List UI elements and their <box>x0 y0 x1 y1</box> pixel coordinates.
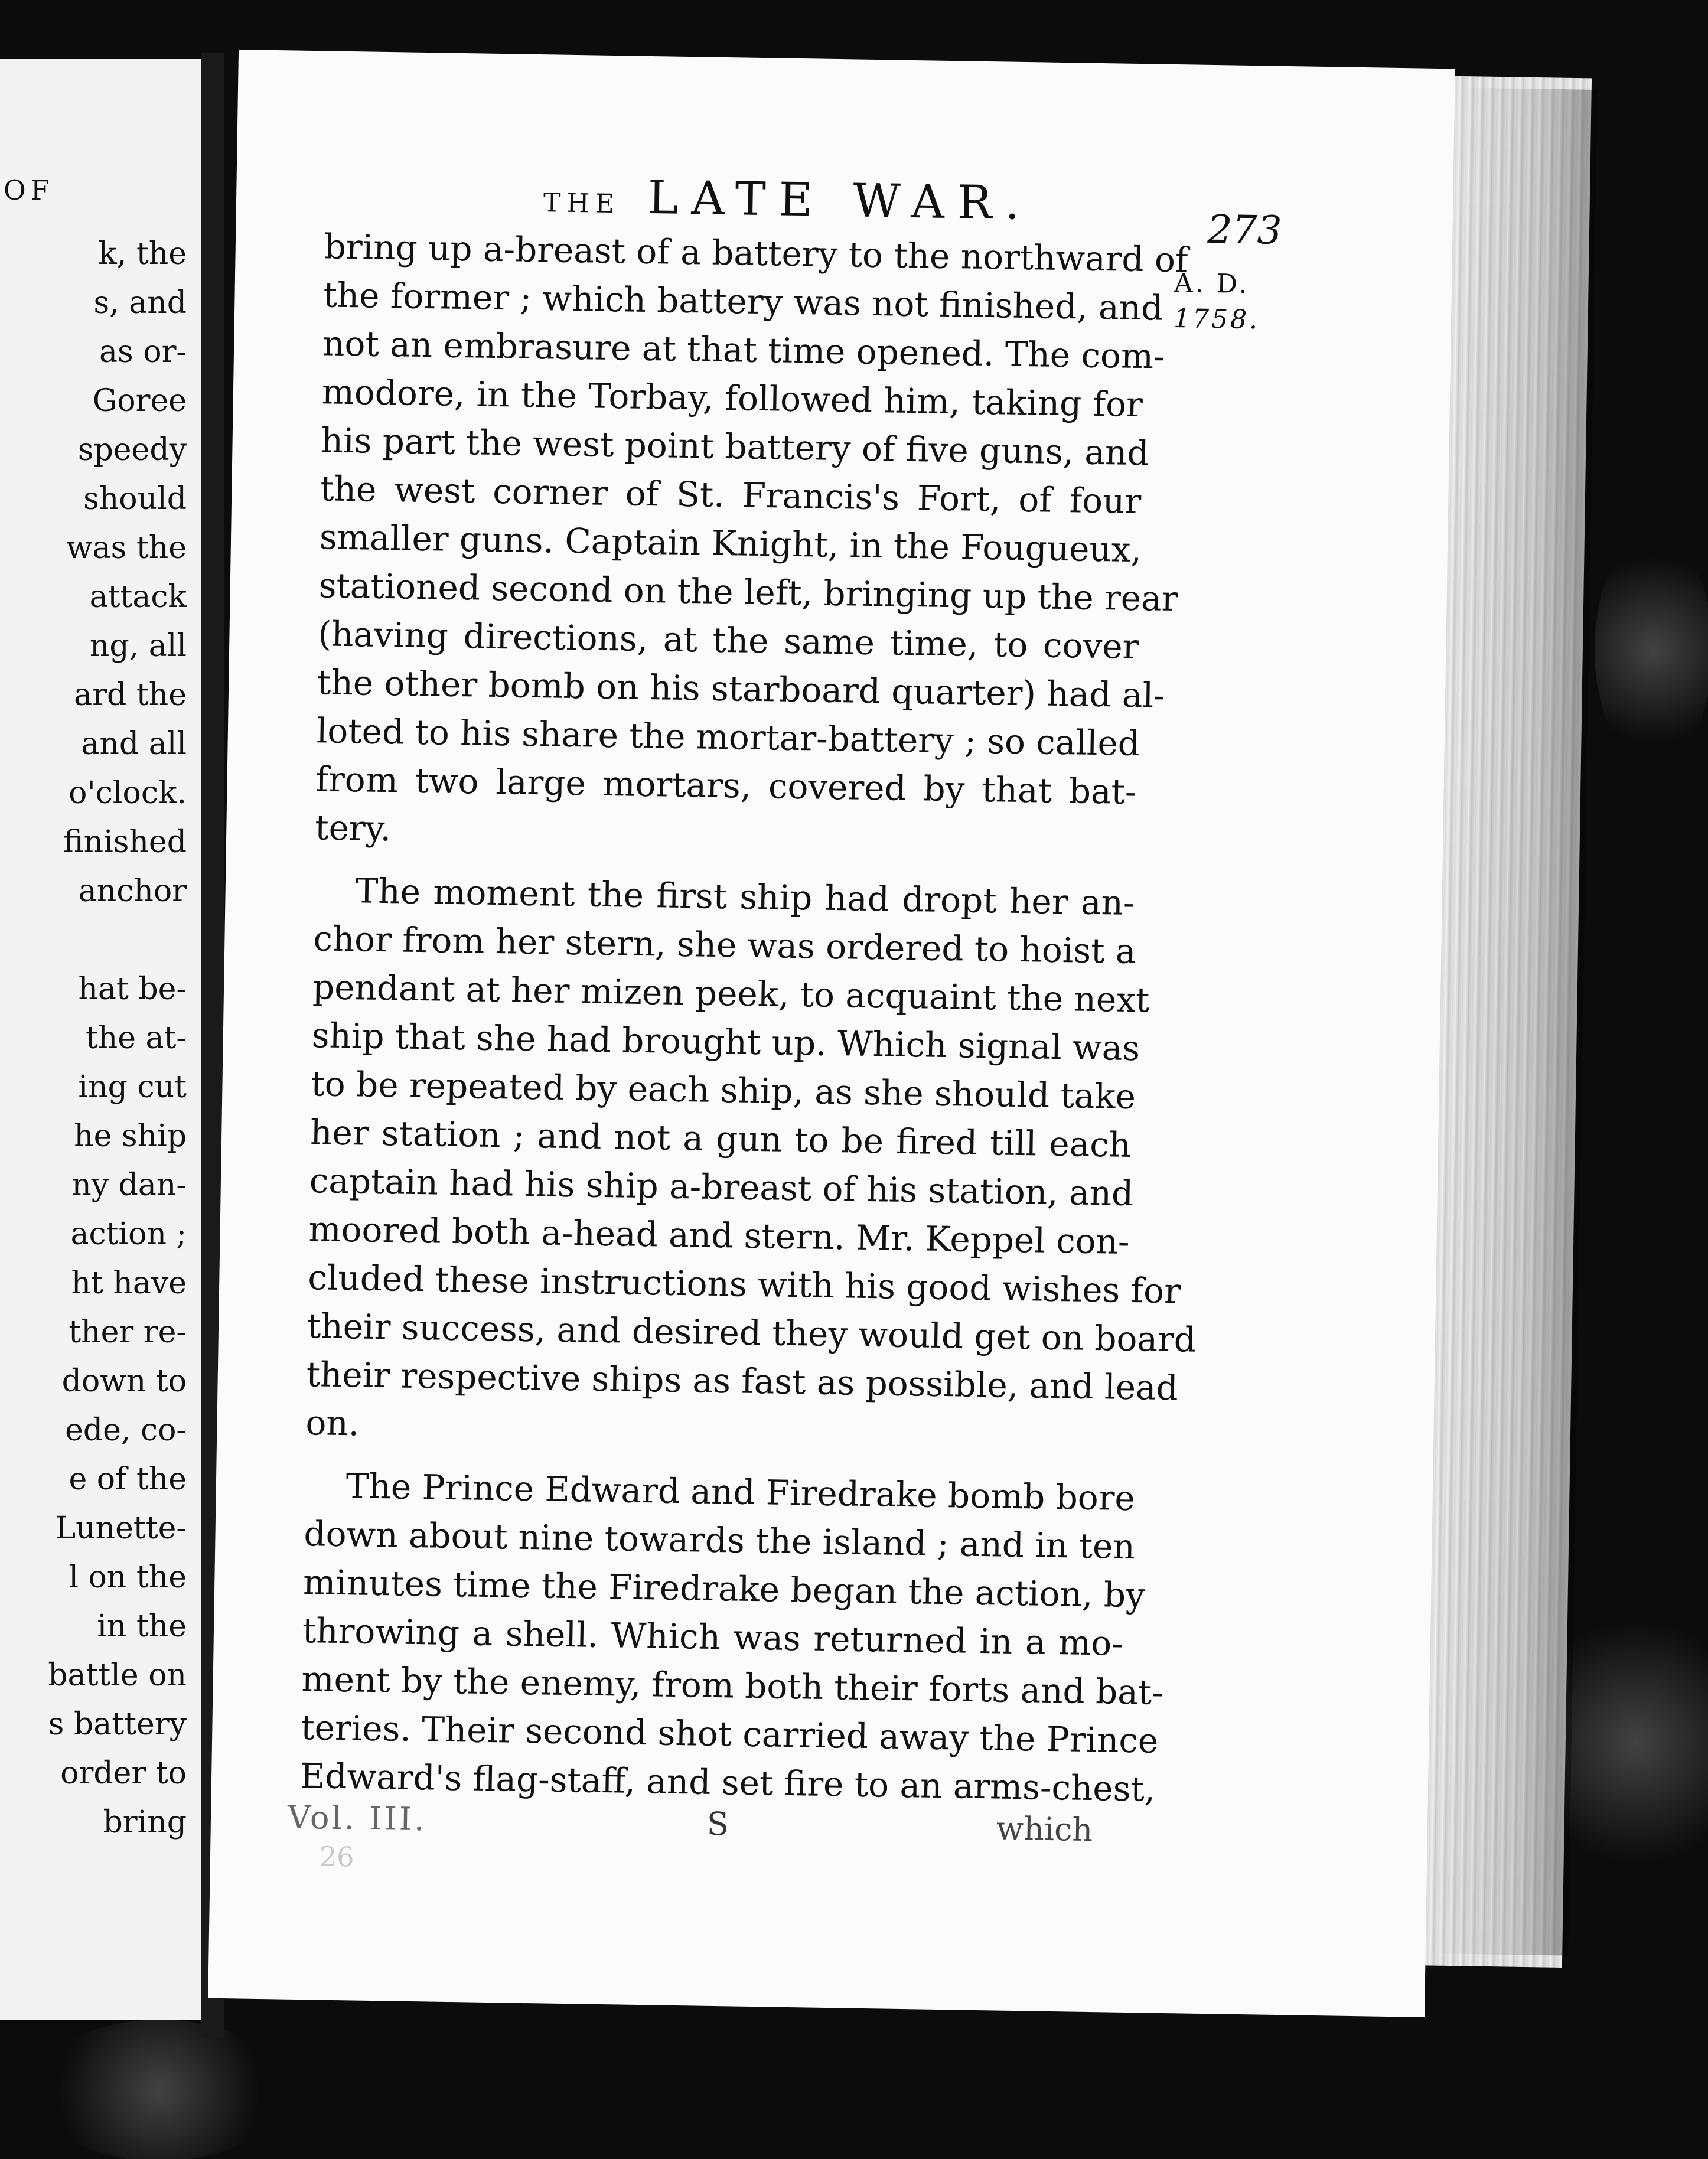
text-line: the former ; which battery was not finished, and <box>323 275 1163 328</box>
text-line: ment by the enemy, from both their forts and bat- <box>301 1659 1164 1713</box>
text-line: their success, and desired they would get on board <box>307 1306 1197 1360</box>
text-line: chor from her stern, she was ordered to hoist a <box>312 918 1137 972</box>
main-page <box>208 50 1455 2017</box>
left-page-line: ard the <box>74 677 187 713</box>
volume-label: Vol. III. <box>287 1798 427 1838</box>
left-page-line: o'clock. <box>69 775 187 811</box>
left-page-line: l on the <box>69 1560 187 1595</box>
text-line: loted to his share the mortar-battery ; so called <box>316 710 1140 764</box>
left-page-line: and all <box>81 726 187 762</box>
paragraph <box>314 222 1188 865</box>
text-line: smaller guns. Captain Knight, in the Fougueux, <box>319 517 1142 570</box>
left-page-line: ny dan- <box>71 1167 187 1203</box>
left-page-line: bring <box>103 1805 187 1840</box>
left-page-line: e of the <box>69 1462 187 1497</box>
text-line: on. <box>305 1403 360 1444</box>
text-line: teries. Their second shot carried away the Prince <box>300 1707 1159 1761</box>
text-line: their respective ships as fast as possible, and lead <box>306 1354 1179 1408</box>
margin-note-ad: A. D. <box>1174 268 1250 299</box>
left-page-line: hat be- <box>78 971 187 1007</box>
left-page-line: in the <box>97 1609 187 1644</box>
left-page-line: he ship <box>74 1118 187 1154</box>
left-page-line: attack <box>89 579 187 615</box>
left-page-line: speedy <box>77 432 187 468</box>
left-page-line: the at- <box>85 1020 187 1056</box>
margin-note-year: 1758. <box>1173 303 1260 335</box>
left-page-line: Goree <box>92 383 187 419</box>
text-line: ship that she had brought up. Which signal was <box>311 1015 1140 1069</box>
running-head-prefix: THE <box>543 188 621 220</box>
left-page-line: order to <box>60 1756 187 1791</box>
left-page-line: Lunette- <box>55 1511 187 1546</box>
left-page-line: ede, co- <box>65 1413 187 1448</box>
left-page-line: s battery <box>48 1707 187 1742</box>
text-line: moored both a-head and stern. Mr. Keppel con- <box>308 1209 1130 1262</box>
left-page-line: ther re- <box>69 1315 187 1350</box>
left-page-line: should <box>83 481 187 517</box>
left-page-line: s, and <box>93 285 187 321</box>
text-line: cluded these instructions with his good wishes for <box>307 1257 1181 1312</box>
left-page-line: ht have <box>71 1266 187 1301</box>
text-line: The Prince Edward and Firedrake bomb bore <box>345 1466 1136 1519</box>
text-line: Edward's flag-staff, and set fire to an arms-chest, <box>299 1756 1156 1809</box>
text-line: stationed second on the left, bringing up the rear <box>318 565 1178 619</box>
left-page-line: ng, all <box>89 628 187 664</box>
text-line: tery. <box>314 807 392 849</box>
page-stamp: 26 <box>319 1840 354 1873</box>
left-page-line: battle on <box>48 1658 187 1693</box>
text-line: bring up a-breast of a battery to the northward of <box>324 226 1188 281</box>
running-head-title: LATE WAR. <box>647 171 1034 231</box>
left-page-line: down to <box>61 1364 187 1399</box>
page-number: 273 <box>1207 206 1283 253</box>
text-line: throwing a shell. Which was returned in a mo- <box>302 1610 1124 1664</box>
text-line: modore, in the Torbay, followed him, taking for <box>321 371 1143 425</box>
left-page <box>0 59 201 2020</box>
background-smudge <box>35 2020 283 2159</box>
text-line: her station ; and not a gun to be fired till each <box>309 1112 1132 1165</box>
text-line: (having directions, at the same time, to cover <box>317 614 1139 667</box>
left-page-line: finished <box>63 824 187 860</box>
text-line: the other bomb on his starboard quarter) had al- <box>317 662 1166 716</box>
text-line: the west corner of St. Francis's Fort, of four <box>320 468 1142 522</box>
running-head <box>543 169 1034 230</box>
body-text <box>299 222 1197 1813</box>
left-running-head: OF <box>4 174 54 206</box>
signature-mark: S <box>706 1805 729 1843</box>
text-line: minutes time the Firedrake began the action, by <box>302 1562 1146 1616</box>
text-line: pendant at her mizen peek, to acquaint the next <box>312 967 1150 1020</box>
background-smudge <box>1595 531 1708 768</box>
paragraph <box>299 1461 1164 1813</box>
left-page-line: ing cut <box>78 1069 187 1105</box>
text-line: down about nine towards the island ; and in ten <box>304 1514 1136 1567</box>
left-page-line: k, the <box>98 236 187 272</box>
text-line: The moment the first ship had dropt her an- <box>355 870 1136 924</box>
left-page-line: was the <box>66 530 187 566</box>
text-line: not an embrasure at that time opened. The com- <box>322 323 1166 377</box>
paragraph <box>305 866 1197 1460</box>
text-line: from two large mortars, covered by that bat- <box>315 759 1137 813</box>
text-line: captain had his ship a-breast of his station, and <box>309 1160 1134 1214</box>
text-line: to be repeated by each ship, as she should take <box>311 1064 1136 1117</box>
left-page-line: as or- <box>99 334 187 370</box>
text-line: his part the west point battery of five guns, and <box>321 420 1150 474</box>
left-page-line: anchor <box>78 873 187 909</box>
catchword: which <box>996 1809 1093 1849</box>
left-page-line: action ; <box>70 1217 187 1252</box>
